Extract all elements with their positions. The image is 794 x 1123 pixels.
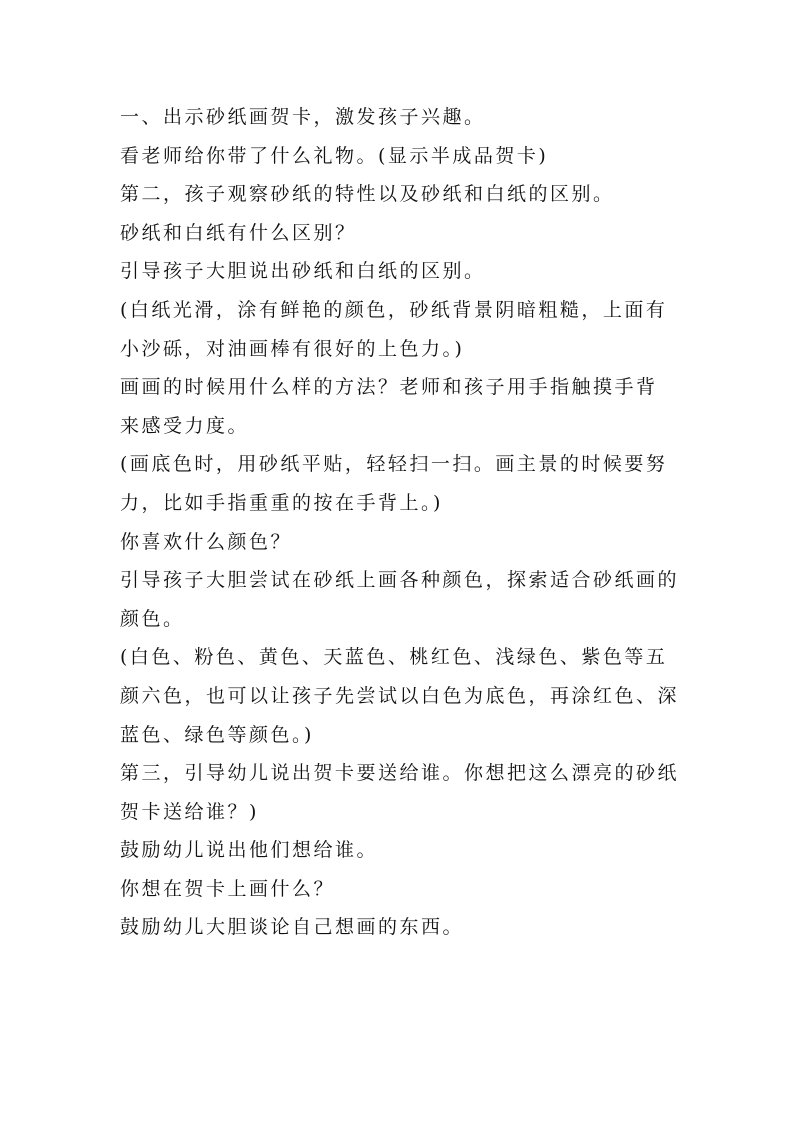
text-line: 引导孩子大胆说出砂纸和白纸的区别。 — [120, 260, 486, 283]
text-line: (白色、粉色、黄色、天蓝色、桃红色、浅绿色、紫色等五 — [120, 646, 668, 669]
text-line: 你想在贺卡上画什么？ — [120, 877, 336, 900]
text-line: 砂纸和白纸有什么区别？ — [120, 221, 357, 244]
text-line: 第二，孩子观察砂纸的特性以及砂纸和白纸的区别。 — [120, 183, 615, 206]
text-line: 小沙砾，对油画棒有很好的上色力。) — [120, 337, 465, 360]
text-line: 鼓励幼儿说出他们想给谁。 — [120, 839, 379, 862]
text-line: (画底色时，用砂纸平贴，轻轻扫一扫。画主景的时候要努 — [120, 453, 668, 476]
text-line: 第三，引导幼儿说出贺卡要送给谁。你想把这么漂亮的砂纸 — [120, 762, 680, 785]
text-line: 引导孩子大胆尝试在砂纸上画各种颜色，探索适合砂纸画的 — [120, 569, 680, 592]
text-line: 一、出示砂纸画贺卡，激发孩子兴趣。 — [120, 106, 486, 128]
text-line: 你喜欢什么颜色？ — [120, 530, 293, 553]
text-line: 来感受力度。 — [120, 414, 250, 437]
text-line: 颜色。 — [120, 607, 185, 630]
text-line: 力，比如手指重重的按在手背上。) — [120, 491, 443, 514]
text-line: 鼓励幼儿大胆谈论自己想画的东西。 — [120, 916, 465, 939]
text-line: 看老师给你带了什么礼物。(显示半成品贺卡) — [120, 144, 549, 167]
text-line: (白纸光滑，涂有鲜艳的颜色，砂纸背景阴暗粗糙，上面有 — [120, 298, 668, 321]
text-line: 画画的时候用什么样的方法？老师和孩子用手指触摸手背 — [120, 376, 658, 399]
text-line: 颜六色，也可以让孩子先尝试以白色为底色，再涂红色、深 — [120, 684, 680, 707]
document-body — [120, 98, 680, 947]
text-line: 贺卡送给谁？) — [120, 800, 259, 823]
text-line: 蓝色、绿色等颜色。) — [120, 723, 314, 746]
